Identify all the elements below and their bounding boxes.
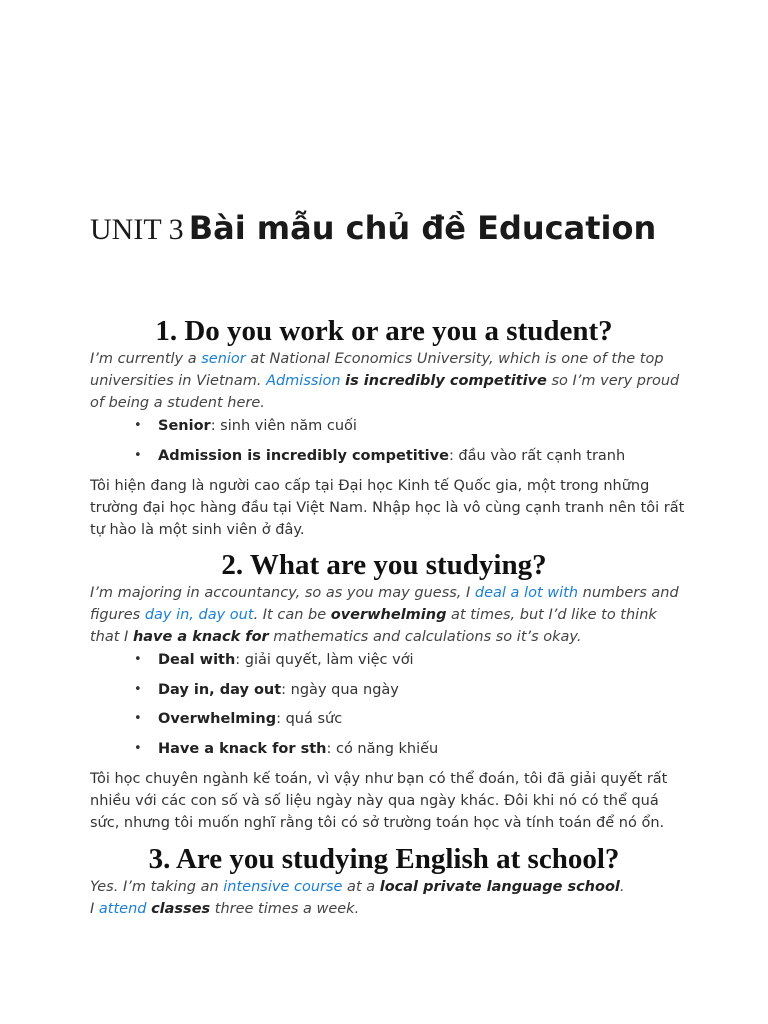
example-answer (90, 876, 690, 920)
emphasis: have a knack for (132, 629, 269, 645)
list-item (90, 708, 690, 738)
question-2-heading: 2. What are you studying? (221, 549, 547, 581)
example-answer (90, 348, 690, 414)
emphasis: is incredibly competitive (345, 373, 547, 389)
list-item (90, 415, 690, 445)
text-run: I’m currently a (90, 351, 202, 367)
text-run: at National Economics University, which is one of the top universities in Vietnam. (90, 351, 664, 389)
vocab-item-term: Have a knack for sth (158, 740, 327, 757)
text-run: three times a week. (210, 901, 360, 917)
vocab-item-term: Senior (158, 418, 211, 434)
text-run: Yes. I’m taking an (90, 879, 224, 895)
vocab-item-meaning: : ngày qua ngày (281, 681, 399, 698)
vocab-item-meaning: : quá sức (276, 711, 343, 727)
list-item (90, 649, 690, 679)
text-run: mathematics and calculations so it’s okay. (268, 629, 582, 645)
list-item (90, 738, 690, 768)
vocab-list (90, 415, 690, 474)
text-run: . It can be (253, 607, 331, 623)
vietnamese-translation: Tôi học chuyên ngành kế toán, vì vậy như bạn có thể đoán, tôi đã giải quyết rất nhiều với các con số và số liệu ngày này qua ngày khác. Đôi khi nó có thể quá sức, nhưng tôi muốn nghĩ rằng tôi có sở trường toán học và tính toán để nó ổn. (90, 771, 668, 831)
list-item (90, 679, 690, 709)
vocab-list (90, 649, 690, 767)
vocab-term: attend (98, 901, 147, 917)
question-2-section (90, 582, 690, 834)
text-run: at a (342, 879, 380, 895)
vocab-item-term: Admission is incredibly competitive (158, 447, 449, 464)
vocab-term: senior (201, 351, 246, 367)
vocab-item-meaning: : sinh viên năm cuối (210, 418, 357, 434)
unit-heading: Bài mẫu chủ đề Education (188, 209, 657, 247)
vocab-term: intensive course (223, 879, 343, 895)
emphasis: classes (151, 901, 211, 917)
vocab-item-term: Overwhelming (158, 711, 277, 727)
text-run: . (619, 879, 625, 895)
text-run: so I’m very proud of being a student here. (90, 373, 680, 411)
vietnamese-translation: Tôi hiện đang là người cao cấp tại Đại học Kinh tế Quốc gia, một trong những trường đại học hàng đầu tại Việt Nam. Nhập học là vô cùng cạnh tranh nên tôi rất tự hào là một sinh viên ở đây. (90, 478, 685, 538)
text-run: at times, but I’d like to think that I (90, 607, 657, 645)
unit-prefix: UNIT 3 (90, 213, 184, 246)
question-1-section (90, 348, 690, 541)
question-3-heading: 3. Are you studying English at school? (148, 843, 620, 875)
vocab-item-term: Deal with (158, 652, 236, 668)
vocab-term: Admission (266, 373, 341, 389)
vocab-term: deal a lot with (474, 585, 579, 601)
question-1-heading: 1. Do you work or are you a student? (155, 315, 613, 347)
question-3-section (90, 876, 690, 920)
emphasis: overwhelming (330, 607, 447, 623)
unit-title (90, 205, 656, 257)
text-run: I (90, 901, 99, 917)
emphasis: local private language school (379, 879, 620, 895)
vocab-item-term: Day in, day out (158, 681, 282, 698)
text-run: I’m majoring in accountancy, so as you may guess, I (90, 585, 475, 601)
vocab-item-meaning: : đầu vào rất cạnh tranh (448, 447, 626, 464)
vocab-term: day in, day out (144, 607, 254, 623)
example-answer (90, 582, 690, 648)
vocab-item-meaning: : giải quyết, làm việc với (235, 652, 414, 668)
vocab-item-meaning: : có năng khiếu (326, 740, 439, 757)
list-item (90, 445, 690, 475)
text-run: numbers and figures (90, 585, 679, 623)
